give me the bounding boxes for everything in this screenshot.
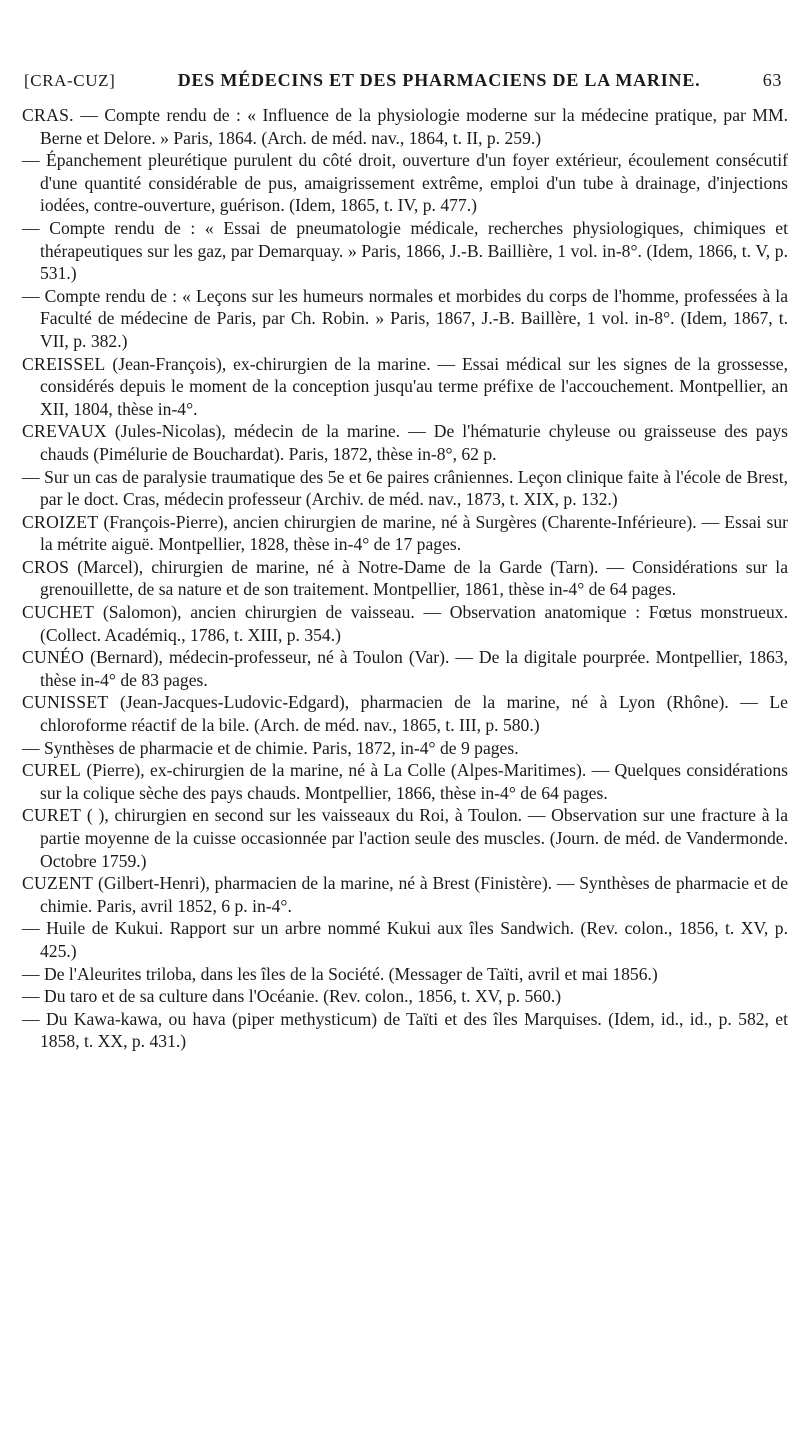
entry-name: CUREL bbox=[22, 760, 82, 781]
entry-text: — Du taro et de sa culture dans l'Océanie. (Rev. colon., 1856, t. XV, p. 560.) bbox=[22, 986, 562, 1007]
entry-text: (Jean-Jacques-Ludovic-Edgard), pharmacien de la marine, né à Lyon (Rhône). — Le chloroforme réactif de la bile. (Arch. de méd. nav., 1865, t. III, p. 580.) bbox=[40, 692, 788, 736]
entry-text: (Salomon), ancien chirurgien de vaisseau. — Observation anatomique : Fœtus monstrueux. (Collect. Académiq., 1786, t. XIII, p. 354.) bbox=[40, 602, 788, 645]
entry-text: — Sur un cas de paralysie traumatique des 5e et 6e paires crâniennes. Leçon clinique faite à l'école de Brest, par le doct. Cras, médecin professeur (Archiv. de méd. nav., 1873, t. XIX, p. 132.) bbox=[22, 466, 788, 510]
entry bbox=[22, 804, 788, 872]
entry-name: CROS bbox=[22, 556, 70, 577]
entry bbox=[22, 556, 788, 601]
entry-text: (Marcel), chirurgien de marine, né à Notre-Dame de la Garde (Tarn). — Considérations sur la grenouillette, de sa nature et de son traitement. Montpellier, 1861, thèse in-4° de 64 pages. bbox=[40, 556, 788, 600]
entry bbox=[22, 872, 788, 917]
entry-text: (Jules-Nicolas), médecin de la marine. — De l'hématurie chyleuse ou graisseuse des pays chauds (Pimélurie de Bouchardat). Paris, 1872, thèse in-8°, 62 p. bbox=[40, 421, 788, 464]
entry bbox=[22, 737, 788, 760]
entry-text: — Compte rendu de : « Leçons sur les humeurs normales et morbides du corps de l'homme, professées à la Faculté de médecine de Paris, par Ch. Robin. » Paris, 1867, J.-B. Baillère, 1 vol. in-8°. (Idem, 1867, t. VII, p. 382.) bbox=[22, 285, 788, 351]
entry-name: CUNÉO bbox=[22, 647, 85, 668]
entry-text: (Pierre), ex-chirurgien de la marine, né à La Colle (Alpes-Maritimes). — Quelques considérations sur la colique sèche des pays chauds. Montpellier, 1866, thèse in-4° de 64 pages. bbox=[40, 760, 788, 803]
entry bbox=[22, 466, 788, 511]
entry bbox=[22, 149, 788, 217]
entry bbox=[22, 353, 788, 421]
entry bbox=[22, 963, 788, 986]
entry-name: CUCHET bbox=[22, 602, 95, 623]
entry-text: (Bernard), médecin-professeur, né à Toulon (Var). — De la digitale pourprée. Montpellier, 1863, thèse in-4° de 83 pages. bbox=[40, 647, 788, 690]
entry-text: — Huile de Kukui. Rapport sur un arbre nommé Kukui aux îles Sandwich. (Rev. colon., 1856, t. XV, p. 425.) bbox=[22, 918, 788, 961]
entry bbox=[22, 691, 788, 736]
entry-text: — Synthèses de pharmacie et de chimie. Paris, 1872, in-4° de 9 pages. bbox=[22, 737, 519, 758]
entry-text: ( ), chirurgien en second sur les vaisseaux du Roi, à Toulon. — Observation sur une fracture à la partie moyenne de la cuisse occasionnée par l'action seule des muscles. (Journ. de méd. de Vandermonde. Octobre 1759.) bbox=[40, 805, 788, 871]
entry bbox=[22, 217, 788, 285]
entry-text: — Compte rendu de : « Essai de pneumatologie médicale, recherches physiologiques, chimiques et thérapeutiques sur les gaz, par Demarquay. » Paris, 1866, J.-B. Baillière, 1 vol. in-8°. (Idem, 1866, t. V, p. 531.) bbox=[22, 217, 788, 284]
page-number: 63 bbox=[762, 70, 782, 90]
entry-name: CUNISSET bbox=[22, 692, 109, 713]
entry bbox=[22, 646, 788, 691]
entry-name: CROIZET bbox=[22, 511, 99, 532]
entry bbox=[22, 511, 788, 556]
entry-text: — De l'Aleurites triloba, dans les îles de la Société. (Messager de Taïti, avril et mai 1856.) bbox=[22, 963, 658, 984]
entry bbox=[22, 285, 788, 353]
entry bbox=[22, 104, 788, 149]
entry bbox=[22, 1008, 788, 1053]
entry-text: (Jean-François), ex-chirurgien de la marine. — Essai médical sur les signes de la grossesse, considérés depuis le moment de la conception jusqu'au terme préfixe de l'accouchement. Montpellier, an XII, 1804, thèse in-4°. bbox=[40, 353, 788, 419]
entry bbox=[22, 420, 788, 465]
entry bbox=[22, 917, 788, 962]
entries-list bbox=[22, 104, 788, 1053]
entry-text: — Compte rendu de : « Influence de la physiologie moderne sur la médecine pratique, par MM. Berne et Delore. » Paris, 1864. (Arch. de méd. nav., 1864, t. II, p. 259.) bbox=[40, 105, 788, 148]
entry-text: (François-Pierre), ancien chirurgien de marine, né à Surgères (Charente-Inférieure). — Essai sur la métrite aiguë. Montpellier, 1828, thèse in-4° de 17 pages. bbox=[40, 511, 788, 555]
entry-name: CURET bbox=[22, 805, 82, 826]
entry-text: — Épanchement pleurétique purulent du côté droit, ouverture d'un foyer extérieur, écoulement consécutif d'une quantité considérable de pus, amaigrissement extrême, emploi d'un tube à drainage, d'injections iodées, contre-ouverture, guérison. (Idem, 1865, t. IV, p. 477.) bbox=[22, 150, 788, 216]
entry bbox=[22, 601, 788, 646]
entry-text: (Gilbert-Henri), pharmacien de la marine, né à Brest (Finistère). — Synthèses de pharmacie et de chimie. Paris, avril 1852, 6 p. in-4°. bbox=[40, 873, 788, 916]
entry-name: CUZENT bbox=[22, 873, 94, 894]
entry-name: CREVAUX bbox=[22, 421, 107, 442]
entry bbox=[22, 985, 788, 1008]
header-title: DES MÉDECINS ET DES PHARMACIENS DE LA MARINE. bbox=[177, 70, 701, 90]
entry-text: — Du Kawa-kawa, ou hava (piper methysticum) de Taïti et des îles Marquises. (Idem, id., id., p. 582, et 1858, t. XX, p. 431.) bbox=[22, 1008, 788, 1052]
running-header bbox=[24, 70, 782, 91]
entry-name: CREISSEL bbox=[22, 353, 106, 374]
entry-name: CRAS. bbox=[22, 105, 74, 125]
entry bbox=[22, 759, 788, 804]
header-range: [CRA-CUZ] bbox=[24, 71, 116, 90]
